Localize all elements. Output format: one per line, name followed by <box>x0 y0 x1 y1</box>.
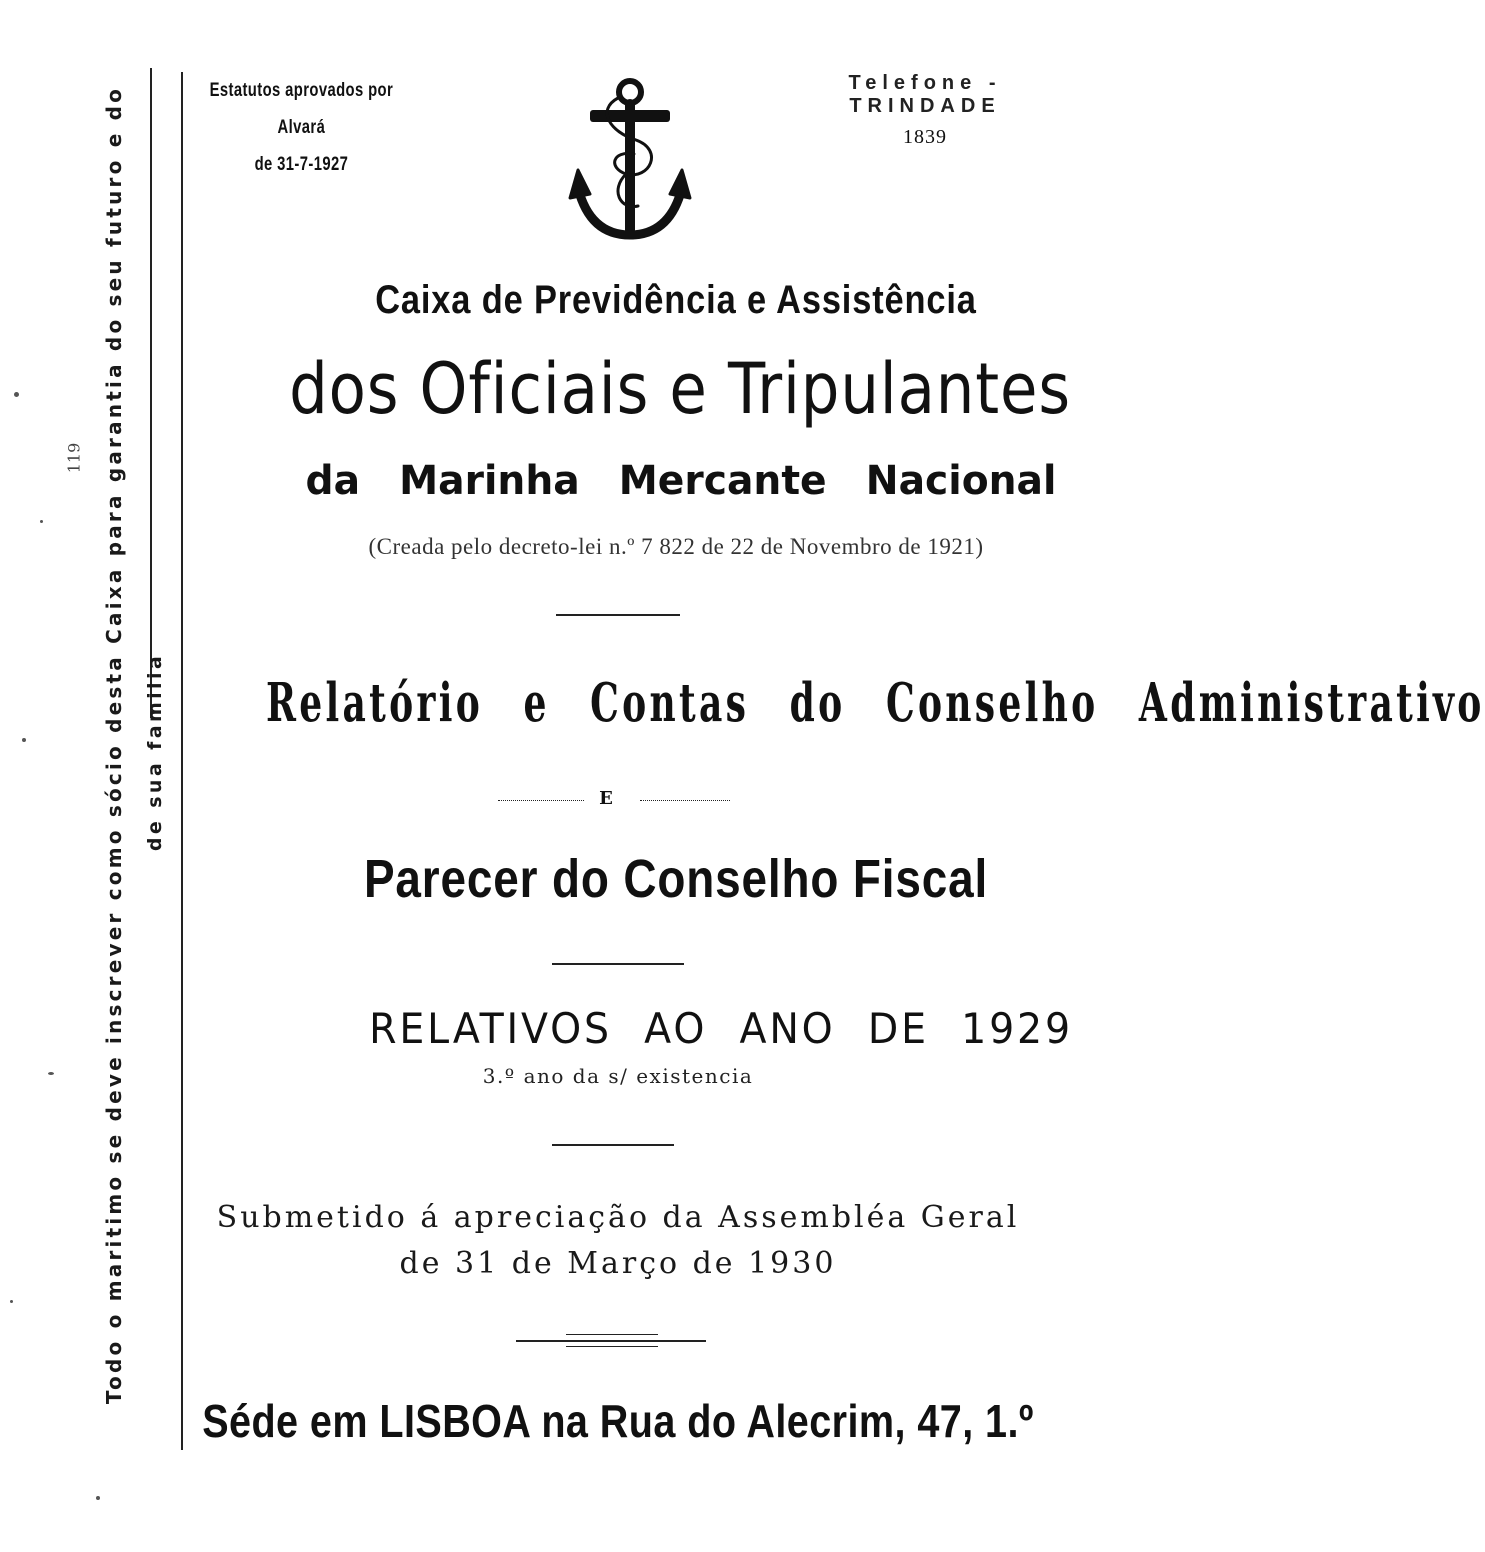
opinion-title: Parecer do Conselho Fiscal <box>363 849 989 909</box>
institution-title-line-3: da Marinha Mercante Nacional <box>305 458 1057 504</box>
existence-note: 3.º ano da s/ existencia <box>482 1064 754 1088</box>
divider-4b <box>516 1340 706 1342</box>
margin-number: 119 <box>64 442 84 474</box>
side-note-rule <box>150 68 152 718</box>
year-title: RELATIVOS AO ANO DE 1929 <box>369 1004 1073 1053</box>
address-line: Séde em LISBOA na Rua do Alecrim, 47, 1.º <box>202 1395 1034 1447</box>
telephone-label: Telefone - TRINDADE <box>848 72 1002 117</box>
statutes-line-2: de 31-7-1927 <box>254 154 349 175</box>
side-note-text: Todo o maritimo se deve inscrever como sócio desta Caixa para garantia do seu futuro e do <box>102 85 126 1405</box>
statutes-note <box>200 72 403 183</box>
report-title: Relatório e Contas do Conselho Administrativo <box>266 672 1485 735</box>
scan-speck <box>96 1496 100 1500</box>
divider-3 <box>552 1144 674 1146</box>
decree-note: (Creada pelo decreto-lei n.º 7 822 de 22 de Novembro de 1921) <box>368 534 984 559</box>
divider-1 <box>556 614 680 616</box>
left-border-rule <box>181 72 183 1450</box>
telephone-number: 1839 <box>903 126 947 148</box>
divider-2 <box>552 963 684 965</box>
divider-4a <box>566 1334 658 1335</box>
statutes-line-1: Estatutos aprovados por Alvará <box>209 80 394 138</box>
submission-line-1: Submetido á apreciação da Assembléa Geral <box>216 1200 1020 1235</box>
scan-speck <box>48 1072 54 1075</box>
scan-speck <box>22 738 26 742</box>
submission-line-2: de 31 de Março de 1930 <box>399 1246 837 1281</box>
anchor-icon <box>560 70 700 250</box>
divider-e-left <box>498 800 584 801</box>
institution-title-line-1: Caixa de Previdência e Assistência <box>375 278 977 322</box>
scan-speck <box>40 520 43 523</box>
scan-speck <box>10 1300 13 1303</box>
divider-e-right <box>640 800 730 801</box>
conjunction-e: E <box>599 788 613 809</box>
telephone-note <box>790 72 1060 149</box>
institution-title-line-2: dos Oficiais e Tripulantes <box>289 348 1071 430</box>
divider-4c <box>566 1346 658 1347</box>
scan-speck <box>14 392 19 397</box>
side-note-continuation: de sua familia <box>144 652 166 852</box>
